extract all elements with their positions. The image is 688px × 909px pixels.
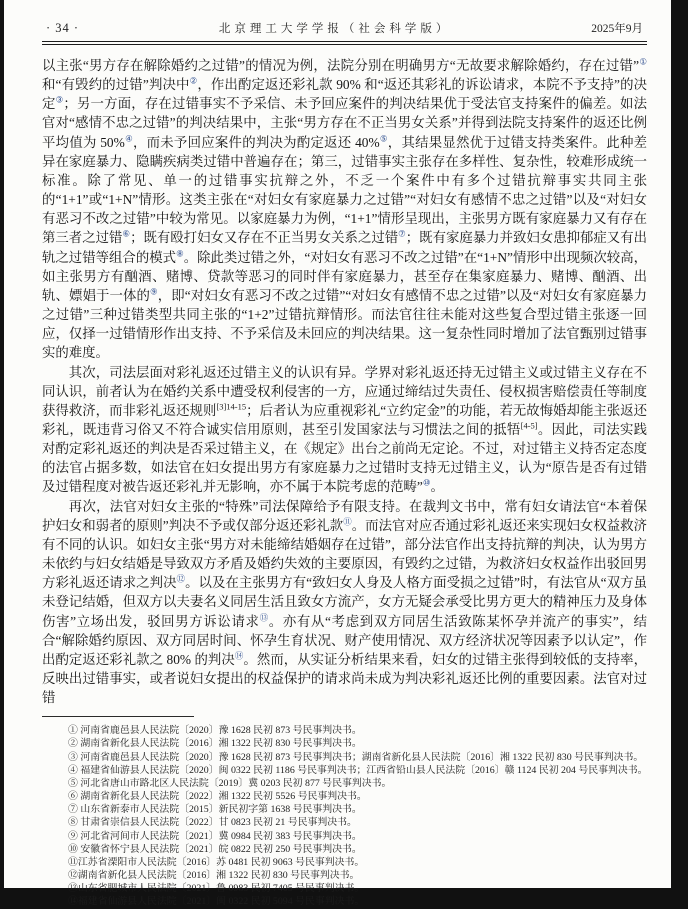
- footnote-separator: [42, 716, 194, 717]
- footnote-text: 河北省河间市人民法院〔2021〕冀 0984 民初 383 号民事判决书。: [77, 830, 362, 842]
- text-run: ；既有家庭暴力并致妇女患抑郁症又有出轨之过错等组合的模式: [42, 230, 648, 265]
- text-run: ，而未予回应案件的判决为酌定返还 40%: [132, 134, 380, 150]
- footnote-marker: ④: [68, 764, 78, 776]
- footnote-text: 湖南省新化县人民法院〔2016〕湘 1322 民初 830 号民事判决书。: [77, 738, 362, 750]
- footnote-marker: ⑬: [68, 883, 78, 895]
- text-run: ，作出酌定返还彩礼款 90% 和“返还其彩礼的诉讼请求，本院不予支持”的决定: [42, 77, 648, 112]
- footnote-marker-superscript: ⑧: [176, 248, 184, 259]
- footnote-marker: ①: [68, 725, 78, 737]
- footnotes-list: [42, 724, 647, 908]
- footnote-text: 山东省肥城市人民法院〔2021〕鲁 0983 民初 7405 号民事判决书。: [77, 883, 365, 895]
- footnote-item: [68, 777, 647, 790]
- footnote-marker-superscript: ⑤: [379, 133, 388, 144]
- footnote-marker: ③: [68, 751, 78, 763]
- footnote-marker-superscript: ⑩: [422, 477, 431, 488]
- footnote-marker: ⑧: [68, 817, 78, 829]
- footnote-marker: ⑨: [68, 830, 78, 842]
- footnote-marker: ②: [68, 738, 78, 750]
- footnote-text: 甘肃省崇信县人民法院〔2022〕甘 0823 民初 21 号民事判决书。: [77, 817, 357, 829]
- footnote-item: [68, 882, 647, 895]
- text-run: ，其结果显然优于过错支持类案件。此种差异在家庭暴力、隐瞒疾病类过错中普遍存在；第三，过错事实主张存在多样性、复杂性，较难形成统一标准。除了常见、单一的过错事实抗辩之外，不乏一个案件中有多个过错抗辩事实共同主张的“1+1”或“1+N”情形。这类主张在“对妇女有家庭暴力之过错”“对妇女有感情不忠之过错”以及“对妇女有恶习不改之过错”中较为常见。以家庭暴力为例，“1+1”情形呈现出，主张男方既有家庭暴力又有存在第三者之过错: [42, 134, 647, 246]
- footnote-text: 江苏省溧阳市人民法院〔2016〕苏 0481 民初 9063 号民事判决书。: [77, 856, 365, 868]
- footnote-marker: ⑪: [68, 856, 78, 868]
- text-run: ，即“对妇女有恶习不改之过错”“对妇女有感情不忠之过错”以及“对妇女有家庭暴力之过错”三种过错类型共同主张的“1+2”过错抗辩情形。而法官往往未能对这些复合型过错主张逐一回应，仅择一过错情形作出支持、不予采信及未回应的判决结果。这一复杂性同时增加了法官甄别过错事实的难度。: [42, 287, 647, 361]
- footnote-marker-superscript: ⑪: [343, 516, 352, 527]
- footnote-marker-superscript: ③: [55, 94, 64, 105]
- header-double-rule: [42, 41, 647, 45]
- footnote-marker: ⑥: [68, 791, 78, 803]
- paragraph: [42, 363, 647, 497]
- text-run: 以主张“男方存在解除婚约之过错”的情况为例，法院分别在明确男方“无故要求解除婚约，存在过错”: [42, 58, 640, 73]
- footnote-text: 福建省仙游县人民法院〔2020〕闽 0322 民初 1186 号民事判决书；江西省铅山县人民法院〔2016〕赣 1124 民初 204 号民事判决书。: [77, 764, 647, 776]
- footnote-marker-superscript: ④: [124, 133, 133, 144]
- footnote-text: 山东省新泰市人民法院〔2015〕新民初字第 1638 号民事判决书。: [77, 804, 362, 816]
- text-run: 。因此，司法实践对酌定彩礼返还的判决是否采过错主义，在《规定》出台之前尚无定论。不过，对过错主义持否定态度的法官占据多数，如法官在妇女提出男方有家庭暴力之过错时支持无过错主义，认为“原告是否有过错及过错程度对被告返还彩礼并无影响，亦不属于本院考虑的范畴”: [42, 421, 648, 495]
- text-run: 。亦有从“考虑到双方同居生活致陈某怀孕并流产的事实”，结合“解除婚约原因、双方同居时间、怀孕生育状况、财产使用情况、双方经济状况等因素予以认定”，作出酌定返还彩礼款之 80% 的判决: [42, 613, 647, 667]
- text-run: ；后者认为应重视彩礼“立约定金”的功能，若无故悔婚却能主张返还彩礼，既违背习俗又不符合诚实信用原则，甚至引发国家法与习惯法之间的抵牾: [42, 402, 648, 437]
- footnote-marker: ⑭: [68, 896, 78, 908]
- footnote-text: 湖南省新化县人民法院〔2022〕湘 1322 民初 5526 号民事判决书。: [77, 791, 367, 803]
- footnote-item: [68, 790, 647, 803]
- footnote-marker: ⑩: [68, 843, 78, 855]
- text-run: 。: [430, 479, 444, 495]
- footnote-marker: ⑫: [68, 870, 78, 882]
- footnote-text: 安徽省怀宁县人民法院〔2021〕皖 0822 民初 250 号民事判决书。: [77, 843, 362, 855]
- footnote-item: [68, 724, 647, 737]
- footnote-item: [68, 751, 647, 764]
- footnote-marker-superscript: ⑬: [259, 612, 269, 623]
- text-run: ；另一方面，存在过错事实不予采信、未予回应案件的判决结果优于受法官支持案件的偏差。如法官对“感情不忠之过错”的判决结果中，主张“男方存在不正当男女关系”并得到法院支持案件的返还比例平均值为 50%: [42, 96, 647, 150]
- footnote-item: [68, 843, 647, 856]
- page-number: · 34 ·: [46, 21, 80, 35]
- footnote-marker-superscript: ⑫: [176, 573, 186, 584]
- journal-title: 北京理工大学学报（社会科学版）: [218, 23, 452, 35]
- footnote-marker-superscript: ⑭: [234, 650, 244, 661]
- text-run: 其次，司法层面对彩礼返还过错主义的认识有异。学界对彩礼返还持无过错主义或过错主义存在不同认识，前者认为在婚约关系中遭受权利侵害的一方，应通过缔结过失责任、侵权损害赔偿责任等制度获得救济，而非彩礼返还规则: [42, 364, 647, 418]
- page-header: [42, 20, 647, 36]
- citation-superscript: [4-5]: [520, 420, 538, 431]
- text-run: 和“有毁约的过错”判决中: [42, 77, 190, 93]
- footnote-marker-superscript: ⑥: [122, 228, 131, 239]
- footnote-item: [68, 895, 647, 908]
- issue-date: 2025年9月: [591, 23, 643, 35]
- footnote-item: [68, 764, 647, 777]
- footnote-text: 河南省鹿邑县人民法院〔2020〕豫 1628 民初 873 号民事判决书。: [77, 725, 362, 737]
- paragraph: [42, 497, 647, 708]
- footnote-marker-superscript: ②: [189, 75, 198, 86]
- footnote-marker-superscript: ⑦: [398, 228, 406, 239]
- footnote-text: 河北省唐山市路北区人民法院〔2019〕冀 0203 民初 877 号民事判决书。: [77, 777, 392, 789]
- citation-superscript: [3]14-15: [216, 401, 247, 412]
- footnote-item: [68, 737, 647, 750]
- footnote-marker: ⑤: [68, 777, 78, 789]
- footnote-item: [68, 856, 647, 869]
- footnote-marker-superscript: ①: [639, 56, 647, 67]
- footnote-marker: ⑦: [68, 804, 78, 816]
- text-run: 再次，法官对妇女主张的“特殊”司法保障给予有限支持。在裁判文书中，常有妇女请法官“本着保护妇女和弱者的原则”判决不予或仅部分返还彩礼款: [42, 498, 647, 533]
- journal-page: [4, 0, 671, 908]
- text-run: 。然而，从实证分析结果来看，妇女的过错主张得到较低的支持率，反映出过错事实，或者说妇女提出的权益保护的请求尚未成为判决彩礼返还比例的重要因素。法官对过错: [42, 651, 647, 706]
- footnote-text: 湖南省新化县人民法院〔2016〕湘 1322 民初 830 号民事判决书。: [77, 870, 360, 882]
- footnote-item: [68, 816, 647, 829]
- article-body: [42, 56, 647, 707]
- footnote-marker-superscript: ⑨: [150, 286, 158, 297]
- footnote-text: 河南省鹿邑县人民法院〔2020〕豫 1628 民初 873 号民事判决书；湖南省新化县人民法院〔2016〕湘 1322 民初 830 号民事判决书。: [77, 751, 644, 763]
- footnote-item: [68, 803, 647, 816]
- footnote-item: [68, 869, 647, 882]
- paragraph: [42, 56, 647, 363]
- text-run: 。以及在主张男方有“致妇女人身及人格方面受损之过错”时，有法官从“双方虽未登记结婚，但双方以夫妻名义同居生活且致女方流产，女方无疑会承受比男方更大的精神压力及身体伤害”立场出发，驳回男方诉讼请求: [42, 575, 647, 629]
- footnote-item: [68, 830, 647, 843]
- footnote-text: 福建省仙游县人民法院〔2021〕闽 0322 民初 5094 号民事判决书。: [77, 896, 365, 908]
- text-run: ；既有殴打妇女又存在不正当男女关系之过错: [130, 230, 399, 246]
- text-run: 。除此类过错之外，“对妇女有恶习不改之过错”在“1+N”情形中出现频次较高，如主张男方有酗酒、赌博、贷款等恶习的同时伴有家庭暴力，甚至存在集家庭暴力、赌博、酗酒、出轨、嫖娼于一体的: [42, 249, 647, 303]
- text-run: 。而法官对应否通过彩礼返还来实现妇女权益救济有不同的认识。如妇女主张“男方对未能缔结婚姻存在过错”，部分法官作出支持抗辩的判决，认为男方未依约与妇女结婚是导致双方矛盾及婚约失效的主要原因，有毁约之过错，为救济妇女权益作出驳回男方彩礼返还请求之判决: [42, 517, 647, 591]
